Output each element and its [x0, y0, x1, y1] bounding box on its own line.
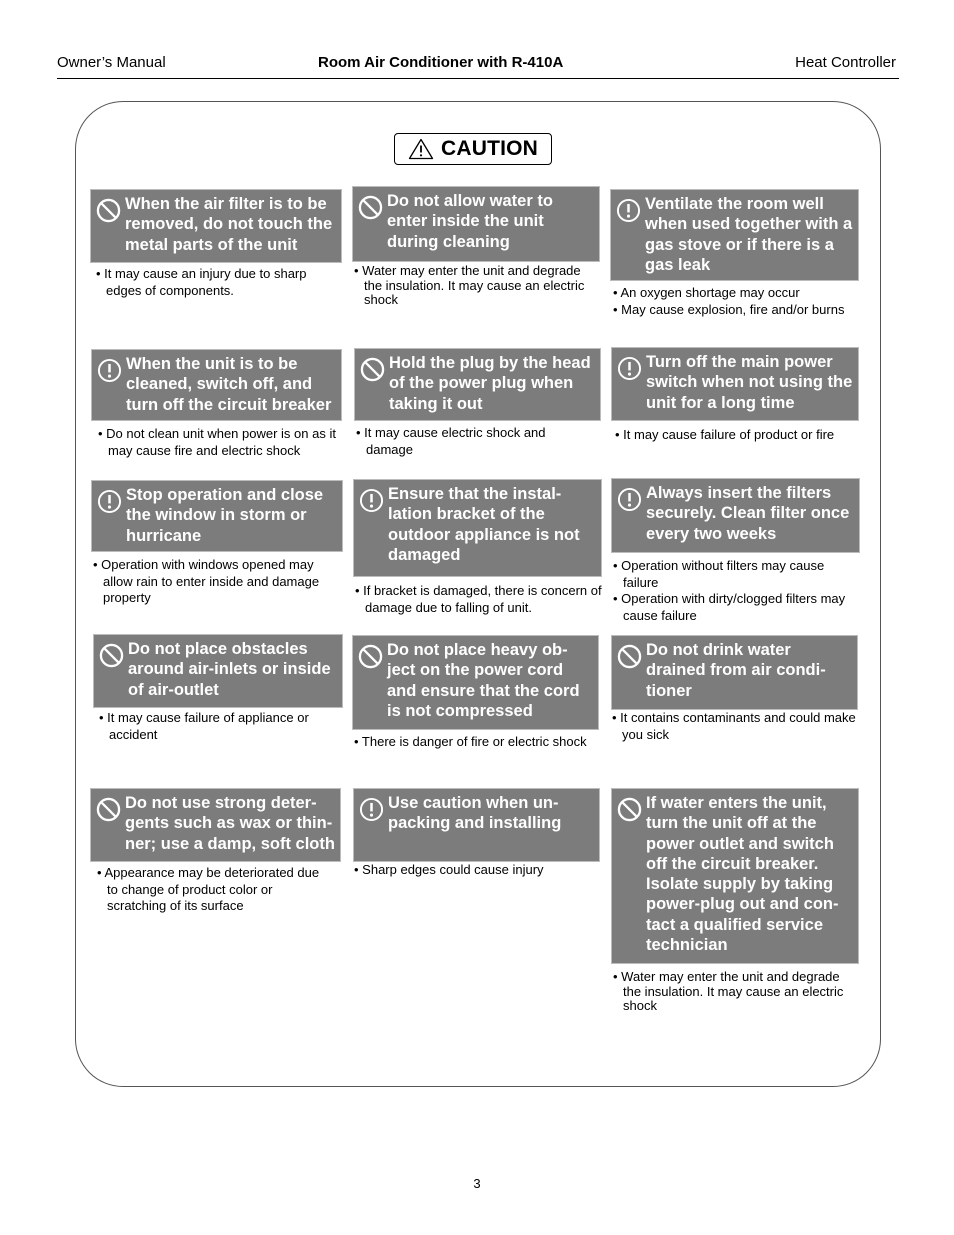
exclamation-icon [617, 487, 642, 512]
prohibited-icon [617, 797, 642, 822]
page-number: 3 [473, 1176, 481, 1191]
header-product-title: Room Air Conditioner with R-410A [318, 54, 564, 71]
caution-notes [97, 865, 332, 915]
caution-note: • It contains contaminants and could make you sick [612, 710, 856, 742]
caution-note: • May cause explosion, fire and/or burns [613, 301, 845, 317]
exclamation-icon [359, 488, 384, 513]
prohibited-icon [96, 797, 121, 822]
caution-title: Do not allow water to enter inside the unit during cleaning [387, 192, 553, 251]
caution-title-box [353, 788, 600, 862]
caution-notes [354, 734, 589, 751]
prohibited-icon [96, 198, 121, 223]
caution-title-box [610, 189, 859, 281]
caution-note: • Operation with dirty/clogged filters may cause failure [613, 591, 846, 623]
caution-title: Always insert the filters securely. Clean filter once every two weeks [646, 484, 850, 543]
caution-note: • It may cause failure of appliance or accident [99, 710, 309, 742]
caution-note: • It may cause an injury due to sharp edges of components. [96, 266, 307, 298]
caution-note: • It may cause failure of product or fire [615, 427, 835, 442]
caution-title: Do not place heavy ob-ject on the power cord and ensure that the cord is not compressed [387, 641, 580, 720]
caution-note: • Water may enter the unit and degrade the insulation. It may cause an electric shock [354, 263, 585, 307]
caution-title-box [611, 347, 859, 421]
caution-heading: CAUTION [440, 137, 539, 160]
caution-title-box [91, 349, 342, 421]
caution-title-box [611, 478, 860, 553]
page-header [57, 52, 899, 79]
caution-title: Use caution when un-packing and installing [388, 794, 562, 833]
caution-notes [354, 862, 594, 879]
caution-notes [613, 970, 861, 1014]
caution-notes [98, 426, 346, 459]
caution-title: Do not place obstacles around air-inlets or inside of air-outlet [128, 640, 331, 699]
caution-notes [615, 427, 860, 444]
caution-banner [394, 133, 552, 165]
caution-notes [613, 558, 858, 624]
caution-title: Ensure that the instal-lation bracket of the outdoor appliance is not damaged [388, 485, 580, 564]
caution-title-box [611, 788, 859, 964]
caution-title: If water enters the unit, turn the unit off at the power outlet and switch off the circuit breaker. Isolate supply by taking power-plug out and con-tact a qualified service technician [646, 794, 839, 955]
prohibited-icon [358, 644, 383, 669]
caution-note: • Operation with windows opened may allow rain to enter inside and damage property [93, 557, 320, 605]
caution-title: Do not drink water drained from air condi-tioner [646, 641, 826, 700]
caution-notes [99, 710, 339, 743]
caution-title-box [93, 634, 343, 708]
caution-title-box [91, 480, 343, 552]
caution-notes [96, 266, 336, 299]
caution-title-box [354, 348, 601, 421]
prohibited-icon [99, 643, 124, 668]
caution-notes [354, 264, 602, 308]
caution-notes [612, 710, 857, 743]
caution-title: Turn off the main power switch when not using the unit for a long time [646, 353, 853, 412]
prohibited-icon [360, 357, 385, 382]
caution-title-box [352, 186, 600, 262]
caution-title: When the air filter is to be removed, do not touch the metal parts of the unit [125, 195, 333, 254]
caution-title: Hold the plug by the head of the power plug when taking it out [389, 354, 591, 413]
exclamation-icon [97, 358, 122, 383]
caution-title-box [90, 788, 341, 862]
caution-title: Do not use strong deter-gents such as wax or thin-ner; use a damp, soft cloth [125, 794, 335, 853]
exclamation-icon [617, 356, 642, 381]
prohibited-icon [358, 195, 383, 220]
caution-notes [355, 583, 603, 616]
caution-title: Ventilate the room well when used together with a gas stove or if there is a gas leak [645, 195, 853, 274]
caution-note: • An oxygen shortage may occur [613, 285, 800, 300]
prohibited-icon [617, 644, 642, 669]
caution-notes [356, 425, 596, 458]
caution-title-box [353, 479, 602, 577]
caution-title-box [90, 189, 342, 263]
caution-notes [613, 285, 853, 318]
caution-note: • Sharp edges could cause injury [354, 862, 544, 877]
header-brand: Heat Controller [795, 54, 896, 71]
warning-triangle-icon [408, 138, 434, 160]
exclamation-icon [616, 198, 641, 223]
caution-note: • Do not clean unit when power is on as it may cause fire and electric shock [98, 426, 336, 458]
caution-title: When the unit is to be cleaned, switch off, and turn off the circuit breaker [126, 355, 332, 414]
caution-note: • Appearance may be deteriorated due to change of product color or scratching of its surface [97, 865, 320, 913]
exclamation-icon [97, 489, 122, 514]
caution-note: • If bracket is damaged, there is concern of damage due to falling of unit. [355, 583, 602, 615]
caution-note: • Water may enter the unit and degrade the insulation. It may cause an electric shock [613, 969, 844, 1013]
caution-title: Stop operation and close the window in storm or hurricane [126, 486, 324, 545]
caution-title-box [352, 635, 599, 730]
caution-title-box [611, 635, 858, 710]
caution-note: • There is danger of fire or electric shock [354, 734, 587, 749]
caution-notes [93, 557, 343, 607]
exclamation-icon [359, 797, 384, 822]
caution-note: • It may cause electric shock and damage [356, 425, 546, 457]
caution-note: • Operation without filters may cause failure [613, 558, 825, 590]
header-manual-type: Owner’s Manual [57, 54, 166, 71]
